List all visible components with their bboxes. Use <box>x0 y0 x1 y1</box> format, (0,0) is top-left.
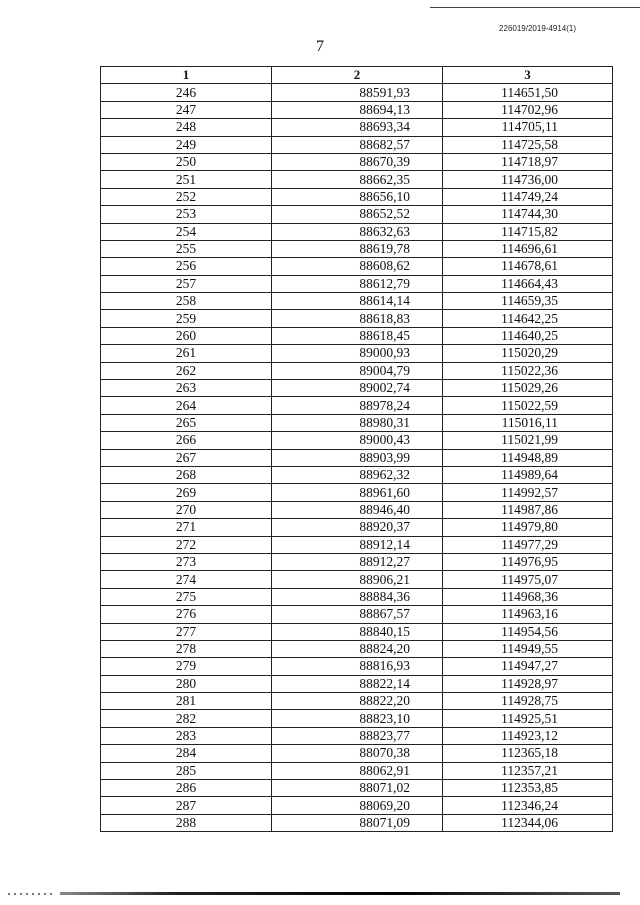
y-coordinate-cell: 114640,25 <box>443 327 613 344</box>
table-row <box>101 693 613 710</box>
y-coordinate-cell: 114659,35 <box>443 293 613 310</box>
point-number-cell: 288 <box>101 814 272 831</box>
point-number-cell: 253 <box>101 206 272 223</box>
y-coordinate-cell: 114696,61 <box>443 240 613 257</box>
y-coordinate-cell: 114642,25 <box>443 310 613 327</box>
x-coordinate-cell: 88682,57 <box>272 136 443 153</box>
table-row <box>101 136 613 153</box>
top-rule <box>430 7 640 8</box>
y-coordinate-cell: 114715,82 <box>443 223 613 240</box>
x-coordinate-cell: 88980,31 <box>272 414 443 431</box>
x-coordinate-cell: 88670,39 <box>272 153 443 170</box>
x-coordinate-cell: 88662,35 <box>272 171 443 188</box>
x-coordinate-cell: 88618,45 <box>272 327 443 344</box>
x-coordinate-cell: 88822,14 <box>272 675 443 692</box>
column-header-3: 3 <box>443 67 613 84</box>
x-coordinate-cell: 89000,93 <box>272 345 443 362</box>
y-coordinate-cell: 112365,18 <box>443 745 613 762</box>
y-coordinate-cell: 114949,55 <box>443 640 613 657</box>
table-row <box>101 675 613 692</box>
x-coordinate-cell: 88062,91 <box>272 762 443 779</box>
y-coordinate-cell: 115021,99 <box>443 432 613 449</box>
point-number-cell: 274 <box>101 571 272 588</box>
point-number-cell: 281 <box>101 693 272 710</box>
x-coordinate-cell: 88069,20 <box>272 797 443 814</box>
table-row <box>101 258 613 275</box>
x-coordinate-cell: 88071,09 <box>272 814 443 831</box>
table-row <box>101 571 613 588</box>
table-row <box>101 553 613 570</box>
x-coordinate-cell: 88884,36 <box>272 588 443 605</box>
y-coordinate-cell: 115029,26 <box>443 380 613 397</box>
point-number-cell: 261 <box>101 345 272 362</box>
table-row <box>101 466 613 483</box>
x-coordinate-cell: 88656,10 <box>272 188 443 205</box>
x-coordinate-cell: 88978,24 <box>272 397 443 414</box>
point-number-cell: 285 <box>101 762 272 779</box>
point-number-cell: 251 <box>101 171 272 188</box>
y-coordinate-cell: 114925,51 <box>443 710 613 727</box>
table-row <box>101 501 613 518</box>
table-row <box>101 223 613 240</box>
y-coordinate-cell: 114749,24 <box>443 188 613 205</box>
table-row <box>101 188 613 205</box>
point-number-cell: 248 <box>101 119 272 136</box>
y-coordinate-cell: 114678,61 <box>443 258 613 275</box>
point-number-cell: 249 <box>101 136 272 153</box>
x-coordinate-cell: 88614,14 <box>272 293 443 310</box>
table-row <box>101 623 613 640</box>
table-row <box>101 588 613 605</box>
x-coordinate-cell: 88618,83 <box>272 310 443 327</box>
table-body <box>101 84 613 832</box>
point-number-cell: 259 <box>101 310 272 327</box>
table-row <box>101 310 613 327</box>
y-coordinate-cell: 114736,00 <box>443 171 613 188</box>
point-number-cell: 265 <box>101 414 272 431</box>
point-number-cell: 260 <box>101 327 272 344</box>
table-row <box>101 814 613 831</box>
table-row <box>101 119 613 136</box>
table-row <box>101 658 613 675</box>
y-coordinate-cell: 114954,56 <box>443 623 613 640</box>
table-row <box>101 606 613 623</box>
table-row <box>101 101 613 118</box>
x-coordinate-cell: 88840,15 <box>272 623 443 640</box>
point-number-cell: 269 <box>101 484 272 501</box>
point-number-cell: 287 <box>101 797 272 814</box>
point-number-cell: 277 <box>101 623 272 640</box>
point-number-cell: 270 <box>101 501 272 518</box>
y-coordinate-cell: 114923,12 <box>443 727 613 744</box>
point-number-cell: 283 <box>101 727 272 744</box>
point-number-cell: 284 <box>101 745 272 762</box>
y-coordinate-cell: 115022,59 <box>443 397 613 414</box>
table-row <box>101 727 613 744</box>
x-coordinate-cell: 89004,79 <box>272 362 443 379</box>
point-number-cell: 247 <box>101 101 272 118</box>
table-row <box>101 153 613 170</box>
point-number-cell: 282 <box>101 710 272 727</box>
x-coordinate-cell: 88823,10 <box>272 710 443 727</box>
point-number-cell: 256 <box>101 258 272 275</box>
y-coordinate-cell: 114987,86 <box>443 501 613 518</box>
x-coordinate-cell: 88612,79 <box>272 275 443 292</box>
y-coordinate-cell: 114976,95 <box>443 553 613 570</box>
y-coordinate-cell: 114968,36 <box>443 588 613 605</box>
table-row <box>101 449 613 466</box>
y-coordinate-cell: 114963,16 <box>443 606 613 623</box>
table-row <box>101 762 613 779</box>
table-row <box>101 206 613 223</box>
point-number-cell: 263 <box>101 380 272 397</box>
document-id: 226019/2019-4914(1) <box>499 24 576 33</box>
x-coordinate-cell: 88824,20 <box>272 640 443 657</box>
x-coordinate-cell: 88920,37 <box>272 519 443 536</box>
x-coordinate-cell: 88070,38 <box>272 745 443 762</box>
point-number-cell: 286 <box>101 780 272 797</box>
column-header-2: 2 <box>272 67 443 84</box>
y-coordinate-cell: 114744,30 <box>443 206 613 223</box>
point-number-cell: 262 <box>101 362 272 379</box>
y-coordinate-cell: 114928,75 <box>443 693 613 710</box>
point-number-cell: 268 <box>101 466 272 483</box>
y-coordinate-cell: 114947,27 <box>443 658 613 675</box>
y-coordinate-cell: 114664,43 <box>443 275 613 292</box>
point-number-cell: 250 <box>101 153 272 170</box>
point-number-cell: 271 <box>101 519 272 536</box>
x-coordinate-cell: 88694,13 <box>272 101 443 118</box>
x-coordinate-cell: 88816,93 <box>272 658 443 675</box>
y-coordinate-cell: 115016,11 <box>443 414 613 431</box>
point-number-cell: 278 <box>101 640 272 657</box>
y-coordinate-cell: 114651,50 <box>443 84 613 101</box>
x-coordinate-cell: 88071,02 <box>272 780 443 797</box>
x-coordinate-cell: 88903,99 <box>272 449 443 466</box>
x-coordinate-cell: 89002,74 <box>272 380 443 397</box>
table-row <box>101 380 613 397</box>
point-number-cell: 273 <box>101 553 272 570</box>
y-coordinate-cell: 114718,97 <box>443 153 613 170</box>
x-coordinate-cell: 88632,63 <box>272 223 443 240</box>
table-row <box>101 345 613 362</box>
x-coordinate-cell: 88912,27 <box>272 553 443 570</box>
point-number-cell: 257 <box>101 275 272 292</box>
y-coordinate-cell: 112344,06 <box>443 814 613 831</box>
point-number-cell: 272 <box>101 536 272 553</box>
x-coordinate-cell: 88693,34 <box>272 119 443 136</box>
x-coordinate-cell: 88619,78 <box>272 240 443 257</box>
x-coordinate-cell: 88906,21 <box>272 571 443 588</box>
x-coordinate-cell: 88946,40 <box>272 501 443 518</box>
point-number-cell: 254 <box>101 223 272 240</box>
x-coordinate-cell: 88608,62 <box>272 258 443 275</box>
point-number-cell: 266 <box>101 432 272 449</box>
table-row <box>101 362 613 379</box>
table-row <box>101 780 613 797</box>
table-row <box>101 84 613 101</box>
point-number-cell: 258 <box>101 293 272 310</box>
table-row <box>101 484 613 501</box>
table-header-row <box>101 67 613 84</box>
y-coordinate-cell: 112353,85 <box>443 780 613 797</box>
scan-artifact-bar <box>60 892 620 895</box>
point-number-cell: 275 <box>101 588 272 605</box>
table-row <box>101 171 613 188</box>
y-coordinate-cell: 114979,80 <box>443 519 613 536</box>
scan-artifact-dots <box>8 893 56 895</box>
x-coordinate-cell: 88912,14 <box>272 536 443 553</box>
table-row <box>101 710 613 727</box>
column-header-1: 1 <box>101 67 272 84</box>
table-row <box>101 640 613 657</box>
table-row <box>101 432 613 449</box>
table-row <box>101 293 613 310</box>
x-coordinate-cell: 89000,43 <box>272 432 443 449</box>
y-coordinate-cell: 115020,29 <box>443 345 613 362</box>
y-coordinate-cell: 114989,64 <box>443 466 613 483</box>
point-number-cell: 255 <box>101 240 272 257</box>
y-coordinate-cell: 114725,58 <box>443 136 613 153</box>
y-coordinate-cell: 114928,97 <box>443 675 613 692</box>
y-coordinate-cell: 114948,89 <box>443 449 613 466</box>
coordinates-table <box>100 66 613 832</box>
x-coordinate-cell: 88961,60 <box>272 484 443 501</box>
point-number-cell: 264 <box>101 397 272 414</box>
x-coordinate-cell: 88867,57 <box>272 606 443 623</box>
x-coordinate-cell: 88822,20 <box>272 693 443 710</box>
point-number-cell: 246 <box>101 84 272 101</box>
y-coordinate-cell: 112357,21 <box>443 762 613 779</box>
point-number-cell: 267 <box>101 449 272 466</box>
point-number-cell: 276 <box>101 606 272 623</box>
table-row <box>101 519 613 536</box>
x-coordinate-cell: 88652,52 <box>272 206 443 223</box>
y-coordinate-cell: 114702,96 <box>443 101 613 118</box>
point-number-cell: 280 <box>101 675 272 692</box>
y-coordinate-cell: 114975,07 <box>443 571 613 588</box>
y-coordinate-cell: 114992,57 <box>443 484 613 501</box>
x-coordinate-cell: 88591,93 <box>272 84 443 101</box>
y-coordinate-cell: 114977,29 <box>443 536 613 553</box>
table-row <box>101 414 613 431</box>
point-number-cell: 252 <box>101 188 272 205</box>
table-row <box>101 536 613 553</box>
x-coordinate-cell: 88823,77 <box>272 727 443 744</box>
table-row <box>101 327 613 344</box>
y-coordinate-cell: 112346,24 <box>443 797 613 814</box>
table-row <box>101 397 613 414</box>
table-row <box>101 275 613 292</box>
table-row <box>101 745 613 762</box>
y-coordinate-cell: 114705,11 <box>443 119 613 136</box>
table-row <box>101 797 613 814</box>
x-coordinate-cell: 88962,32 <box>272 466 443 483</box>
page-number: 7 <box>316 38 324 55</box>
y-coordinate-cell: 115022,36 <box>443 362 613 379</box>
table-row <box>101 240 613 257</box>
point-number-cell: 279 <box>101 658 272 675</box>
